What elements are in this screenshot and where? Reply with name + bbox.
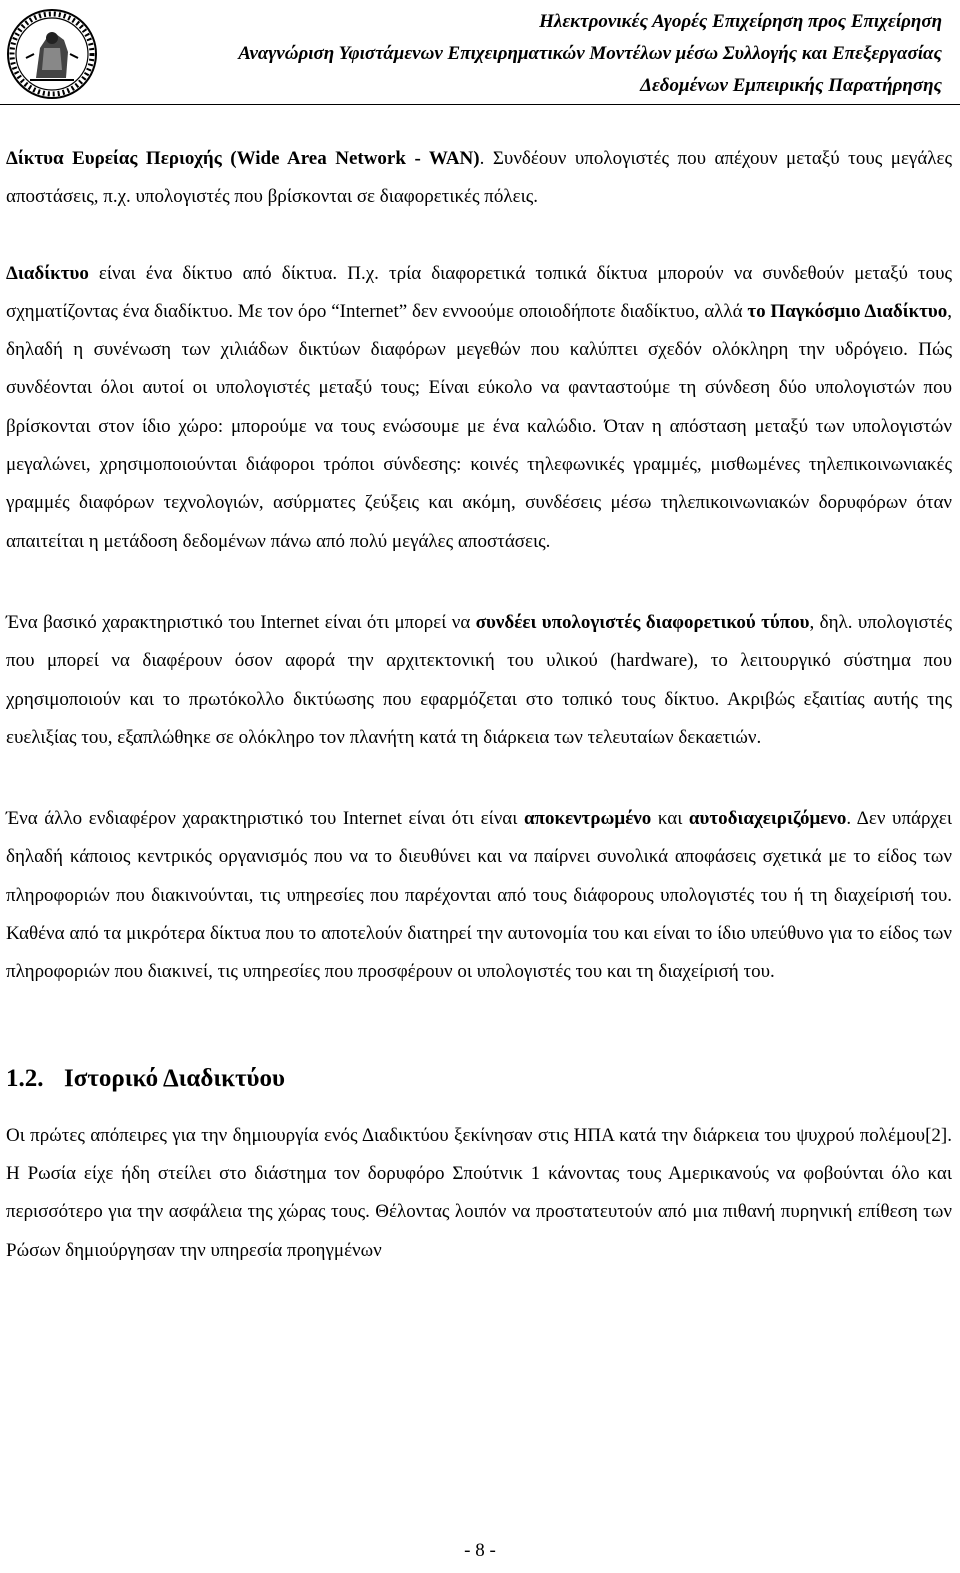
page-header xyxy=(0,0,960,105)
term-global-internet: το Παγκόσμιο Διαδίκτυο xyxy=(747,300,948,322)
page-number: - 8 - xyxy=(464,1540,496,1561)
header-line-2: Αναγνώριση Υφιστάμενων Επιχειρηματικών Μοντέλων μέσω Συλλογής και Επεξεργασίας xyxy=(238,43,942,64)
header-line-1: Ηλεκτρονικές Αγορές Επιχείρηση προς Επιχείρηση xyxy=(539,11,942,32)
section-number: 1.2. xyxy=(6,1064,44,1092)
emphasis-self-managed: αυτοδιαχειριζόμενο xyxy=(688,808,847,830)
paragraph-heterogeneous: Ένα βασικό χαρακτηριστικό του Internet είναι ότι μπορεί να συνδέει υπολογιστές διαφορετικού τύπου, δηλ. υπολογιστές που μπορεί να διαφέρουν όσον αφορά την αρχιτεκτονική του υλικού (hardware), το λειτουργικό σύστημα που χρησιμοποιούν και το πρωτόκολλο δικτύωσης που εφαρμόζεται στο τοπικό τους δίκτυο. Ακριβώς εξαιτίας αυτής της ευελιξίας του, εξαπλώθηκε σε ολόκληρο τον πλανήτη κατά τη διάρκεια των τελευταίων δεκαετιών. xyxy=(6,611,953,748)
paragraph-decentralized: Ένα άλλο ενδιαφέρον χαρακτηριστικό του Internet είναι ότι είναι αποκεντρωμένο και αυτοδιαχειριζόμενο. Δεν υπάρχει δηλαδή κάποιος κεντρικός οργανισμός που να το διευθύνει και να παίρνει συνολικά αποφάσεις σχετικά με το είδος των πληροφοριών που διακινούνται, τις υπηρεσίες που παρέχονται από τους διάφορους υπολογιστές του ή τη διαχείρισή του. Καθένα από τα μικρότερα δίκτυα που το αποτελούν διατηρεί την αυτονομία του και είναι το ίδιο υπεύθυνο για το είδος των πληροφοριών που διακινεί, τις υπηρεσίες που προσφέρουν οι υπολογιστές του και τη διαχείρισή του. xyxy=(6,808,952,983)
document-body xyxy=(6,140,952,1270)
university-seal-icon xyxy=(6,8,98,100)
header-line-3: Δεδομένων Εμπειρικής Παρατήρησης xyxy=(640,75,942,96)
term-wan: Δίκτυα Ευρείας Περιοχής (Wide Area Network - WAN) xyxy=(6,148,480,169)
paragraph-history: Οι πρώτες απόπειρες για την δημιουργία ενός Διαδικτύου ξεκίνησαν στις ΗΠΑ κατά την διάρκεια του ψυχρού πολέμου[2]. Η Ρωσία είχε ήδη στείλει στο διάστημα τον δορυφόρο Σπούτνικ 1 κάνοντας τους Αμερικανούς να φοβούνται όλο και περισσότερο για την ασφάλεια της χώρας τους. Θέλοντας λοιπόν να προστατευτούν από μια πιθανή πυρηνική επίθεση των Ρώσων δημιούργησαν την υπηρεσία προηγμένων xyxy=(6,1124,952,1261)
emphasis-connects-types: συνδέει υπολογιστές διαφορετικού τύπου xyxy=(475,611,810,633)
section-title: Ιστορικό Διαδικτύου xyxy=(64,1064,285,1092)
header-titles xyxy=(238,6,942,102)
section-heading xyxy=(6,1041,952,1117)
paragraph-internet: Διαδίκτυο είναι ένα δίκτυο από δίκτυα. Π.χ. τρία διαφορετικά τοπικά δίκτυα μπορούν να συνδεθούν μεταξύ τους σχηματίζοντας ένα διαδίκτυο. Με τον όρο “Internet” δεν εννοούμε οποιοδήποτε διαδίκτυο, αλλά το Παγκόσμιο Διαδίκτυο, δηλαδή η συνένωση των χιλιάδων δικτύων διαφόρων μεγεθών που καλύπτει σχεδόν ολόκληρη την υδρόγειο. Πώς συνδέονται όλοι αυτοί οι υπολογιστές μεταξύ τους; Είναι εύκολο να φανταστούμε τη σύνδεση δύο υπολογιστών που βρίσκονται στον ίδιο χώρο: μπορούμε να τους ενώσουμε με ένα καλώδιο. Όταν η απόσταση μεταξύ των υπολογιστών μεγαλώνει, χρησιμοποιούνται διάφοροι τρόποι σύνδεσης: κοινές τηλεφωνικές γραμμές, μισθωμένες τηλεπικοινωνιακές γραμμές διαφόρων τεχνολογιών, ασύρματες ζεύξεις και ακόμη, συνδέσεις μέσω τηλεπικοινωνιακών δορυφόρων όταν απαιτείται η μετάδοση δεδομένων πάνω από πολύ μεγάλες αποστάσεις. xyxy=(6,262,953,552)
paragraph-wan: Δίκτυα Ευρείας Περιοχής (Wide Area Network - WAN). Συνδέουν υπολογιστές που απέχουν μεταξύ τους μεγάλες αποστάσεις, π.χ. υπολογιστές που βρίσκονται σε διαφορετικές πόλεις. xyxy=(6,148,952,208)
header-divider xyxy=(0,104,960,105)
emphasis-decentralized: αποκεντρωμένο xyxy=(523,808,652,830)
term-internet: Διαδίκτυο xyxy=(6,262,89,284)
